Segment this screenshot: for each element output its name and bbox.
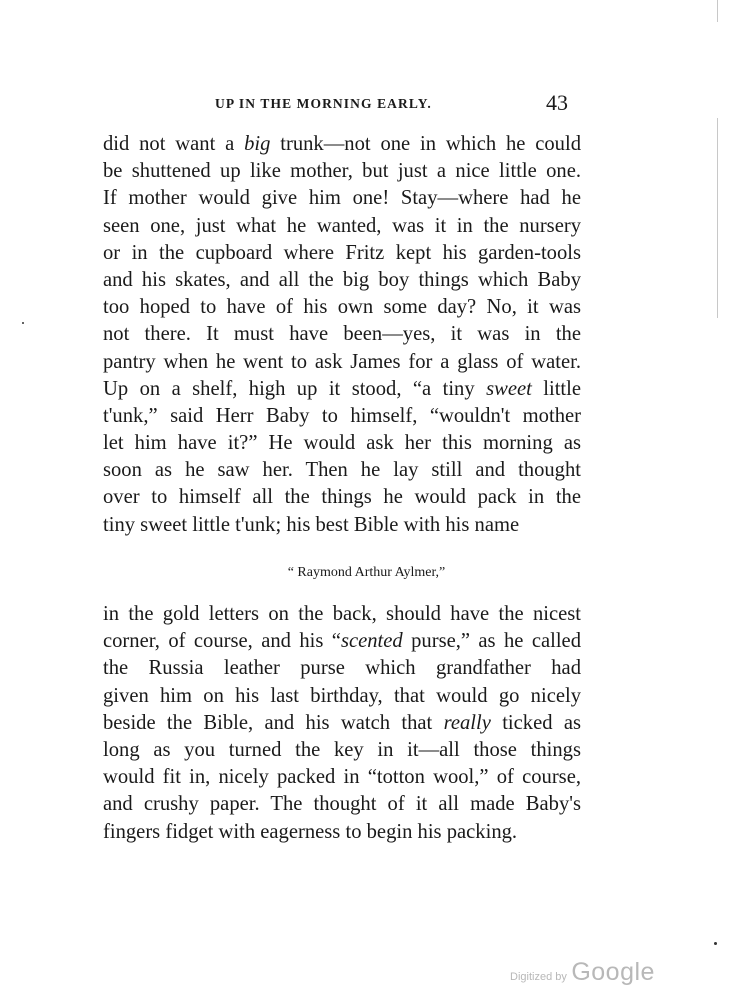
text-line — [103, 791, 581, 818]
text-run: and his skates, and all the big boy things which Baby — [103, 268, 581, 291]
text-run: not there. It must have been—yes, it was in the — [103, 323, 581, 346]
text-run: purse,” as he called — [402, 630, 581, 653]
text-line — [103, 710, 581, 737]
text-line — [103, 185, 581, 212]
text-run: given him on his last birthday, that would go nicely — [103, 684, 581, 707]
text-run: tiny sweet little t'unk; his best Bible with his name — [103, 513, 520, 536]
text-line — [103, 512, 581, 539]
italic-word: scented — [340, 630, 403, 653]
text-run: over to himself all the things he would pack in the — [103, 486, 581, 509]
text-line — [103, 294, 581, 321]
text-line — [103, 213, 581, 240]
text-run: soon as he saw her. Then he lay still and thought — [103, 459, 581, 482]
text-line — [103, 321, 581, 348]
text-run: too hoped to have of his own some day? No, it was — [103, 296, 581, 319]
paragraph-2 — [103, 601, 581, 846]
digitized-by-label: Digitized by — [510, 971, 567, 983]
text-run: would fit in, nicely packed in “totton wool,” of course, — [103, 766, 581, 789]
text-run: the Russia leather purse which grandfather had — [103, 657, 581, 680]
text-line — [103, 430, 581, 457]
text-run: in the gold letters on the back, should have the nicest — [103, 603, 581, 625]
text-run: ticked as — [490, 711, 581, 734]
text-line — [103, 457, 581, 484]
text-run: seen one, just what he wanted, was it in the nursery — [103, 214, 581, 237]
text-run: and crushy paper. The thought of it all made Baby's — [103, 793, 581, 816]
text-run: Up on a shelf, high up it stood, “a tiny — [103, 377, 487, 400]
digitized-footer — [510, 958, 655, 987]
text-line — [103, 484, 581, 511]
text-run: little — [531, 377, 581, 400]
text-run: fingers fidget with eagerness to begin his packing. — [103, 820, 518, 843]
text-run: corner, of course, and his “ — [103, 630, 341, 653]
text-run: let him have it?” He would ask her this morning as — [103, 432, 581, 455]
scan-dot — [22, 322, 24, 324]
italic-word: big — [244, 133, 271, 155]
text-line — [103, 376, 581, 403]
page-number: 43 — [546, 90, 568, 115]
text-run: did not want a — [103, 133, 245, 155]
quoted-name: “ Raymond Arthur Aylmer,” — [287, 565, 446, 580]
scan-margin-line — [717, 0, 718, 22]
scan-margin-line — [717, 118, 718, 318]
text-run: pantry when he went to ask James for a glass of water. — [103, 350, 581, 373]
text-run: t'unk,” said Herr Baby to himself, “wouldn't mother — [103, 404, 581, 427]
text-line — [103, 240, 581, 267]
text-run: long as you turned the key in it—all those things — [103, 738, 581, 761]
text-line — [103, 403, 581, 430]
text-line — [103, 267, 581, 294]
text-run: trunk—not one in which he could — [270, 133, 581, 155]
scan-dot — [714, 942, 717, 945]
text-line — [103, 601, 581, 628]
italic-word: really — [443, 711, 491, 734]
text-line — [103, 819, 581, 846]
text-run: or in the cupboard where Fritz kept his garden-tools — [103, 241, 581, 264]
text-run: beside the Bible, and his watch that — [103, 711, 444, 734]
paragraph-1 — [103, 131, 581, 539]
text-line — [103, 764, 581, 791]
italic-word: sweet — [486, 377, 532, 400]
text-line — [103, 158, 581, 185]
text-line — [103, 349, 581, 376]
text-line — [103, 655, 581, 682]
text-line — [103, 628, 581, 655]
google-logo: Google — [571, 958, 655, 986]
text-line — [103, 131, 581, 158]
text-line — [103, 683, 581, 710]
text-line — [103, 737, 581, 764]
text-run: be shuttened up like mother, but just a nice little one. — [103, 160, 581, 183]
running-head: UP IN THE MORNING EARLY. — [215, 96, 432, 111]
text-run: If mother would give him one! Stay—where had he — [103, 187, 581, 210]
